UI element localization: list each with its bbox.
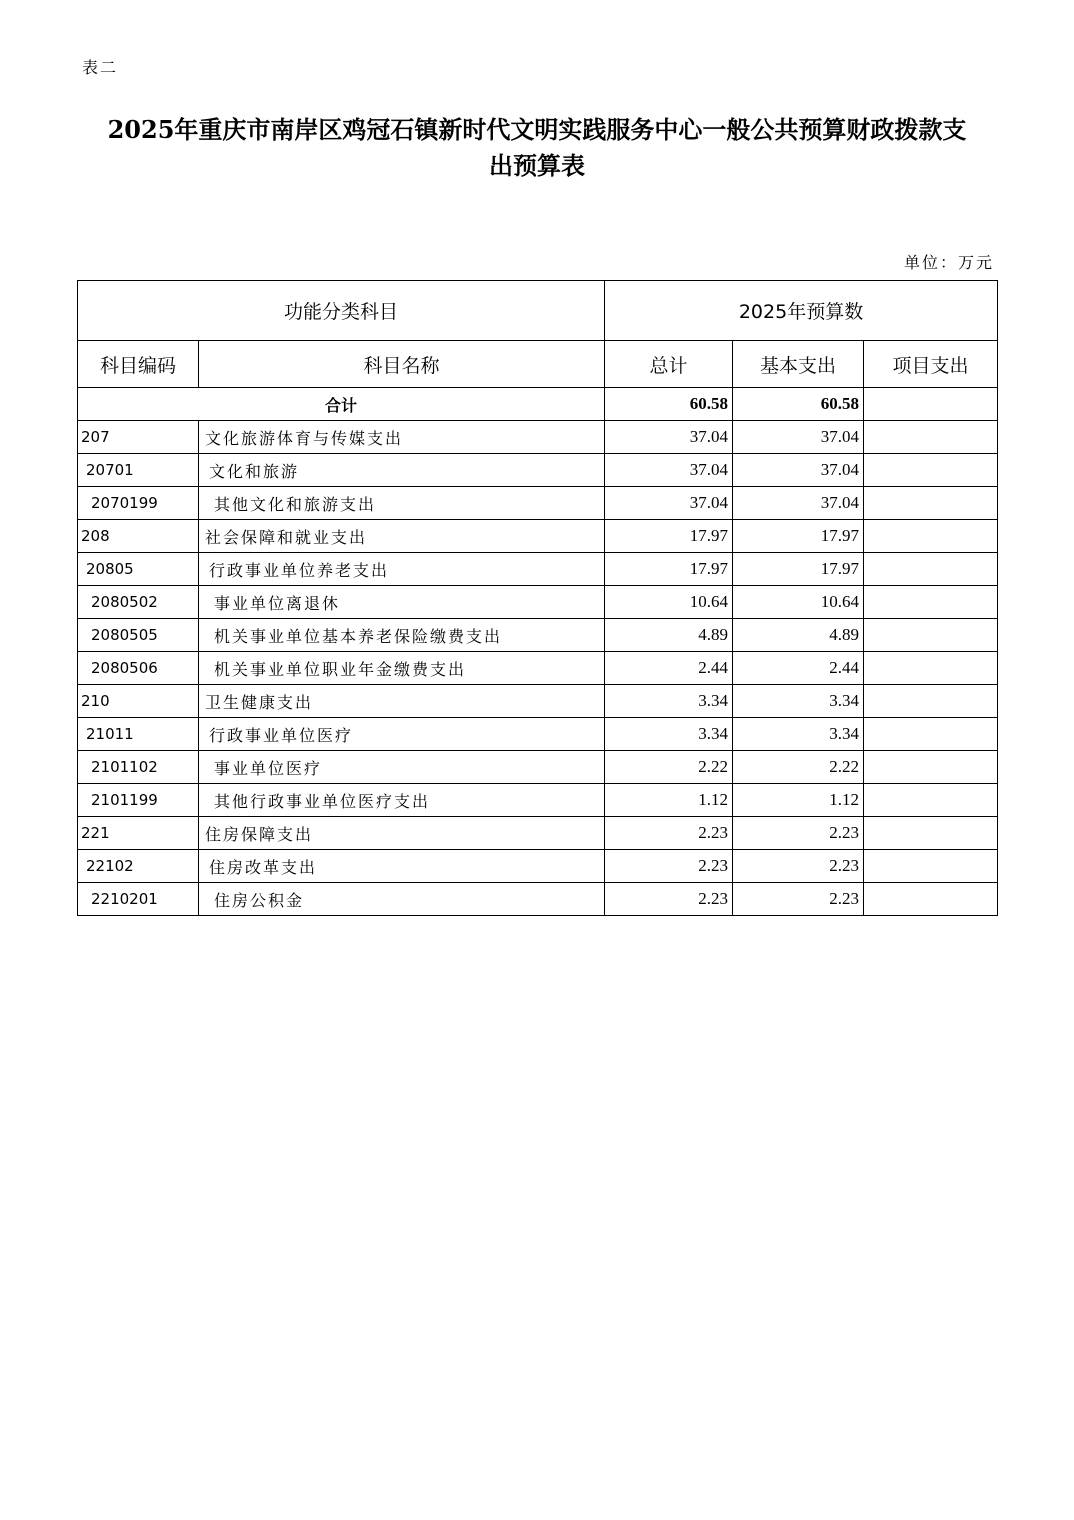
subject-code: 2080502	[78, 586, 199, 619]
subject-code: 2080505	[78, 619, 199, 652]
basic-value: 2.23	[733, 817, 864, 850]
subject-name: 行政事业单位医疗	[199, 718, 605, 751]
title-line-2: 出预算表	[489, 151, 585, 180]
subject-code: 2080506	[78, 652, 199, 685]
basic-value: 37.04	[733, 421, 864, 454]
basic-value: 2.44	[733, 652, 864, 685]
subject-code: 2070199	[78, 487, 199, 520]
table-row	[78, 421, 998, 454]
project-value	[864, 685, 998, 718]
table-row	[78, 850, 998, 883]
table-row	[78, 685, 998, 718]
basic-value: 2.22	[733, 751, 864, 784]
subject-code: 208	[78, 520, 199, 553]
table-row	[78, 718, 998, 751]
header-project-expenditure: 项目支出	[864, 341, 998, 388]
total-value: 4.89	[605, 619, 733, 652]
unit-label: 单位：万元	[903, 253, 994, 272]
title-line-1: 2025年重庆市南岸区鸡冠石镇新时代文明实践服务中心一般公共预算财政拨款支	[107, 115, 967, 144]
project-value	[864, 421, 998, 454]
table-row	[78, 619, 998, 652]
basic-value: 1.12	[733, 784, 864, 817]
subject-name: 行政事业单位养老支出	[199, 553, 605, 586]
project-value	[864, 487, 998, 520]
total-value: 1.12	[605, 784, 733, 817]
total-total: 60.58	[605, 388, 733, 421]
total-row	[78, 388, 998, 421]
project-value	[864, 520, 998, 553]
table-row	[78, 487, 998, 520]
table-row	[78, 454, 998, 487]
project-value	[864, 751, 998, 784]
total-value: 17.97	[605, 520, 733, 553]
basic-value: 37.04	[733, 454, 864, 487]
total-basic: 60.58	[733, 388, 864, 421]
subject-code: 210	[78, 685, 199, 718]
subject-code: 20805	[78, 553, 199, 586]
total-value: 3.34	[605, 685, 733, 718]
subject-name: 其他文化和旅游支出	[199, 487, 605, 520]
subject-name: 文化和旅游	[199, 454, 605, 487]
document-label: 表二	[82, 58, 119, 77]
project-value	[864, 850, 998, 883]
total-value: 37.04	[605, 454, 733, 487]
table-row	[78, 553, 998, 586]
basic-value: 4.89	[733, 619, 864, 652]
subject-name: 卫生健康支出	[199, 685, 605, 718]
subject-name: 机关事业单位职业年金缴费支出	[199, 652, 605, 685]
subject-name: 社会保障和就业支出	[199, 520, 605, 553]
total-value: 3.34	[605, 718, 733, 751]
header-basic-expenditure: 基本支出	[733, 341, 864, 388]
table-row	[78, 784, 998, 817]
header-budget-2025: 2025年预算数	[605, 281, 998, 341]
subject-name: 事业单位医疗	[199, 751, 605, 784]
basic-value: 2.23	[733, 850, 864, 883]
basic-value: 3.34	[733, 685, 864, 718]
subject-code: 21011	[78, 718, 199, 751]
project-value	[864, 817, 998, 850]
subject-name: 机关事业单位基本养老保险缴费支出	[199, 619, 605, 652]
project-value	[864, 586, 998, 619]
subject-name: 住房保障支出	[199, 817, 605, 850]
basic-value: 10.64	[733, 586, 864, 619]
table-row	[78, 883, 998, 916]
project-value	[864, 883, 998, 916]
subject-code: 20701	[78, 454, 199, 487]
subject-name: 住房改革支出	[199, 850, 605, 883]
header-functional-category: 功能分类科目	[78, 281, 605, 341]
table-row	[78, 652, 998, 685]
header-total: 总计	[605, 341, 733, 388]
subject-code: 2210201	[78, 883, 199, 916]
total-value: 2.44	[605, 652, 733, 685]
project-value	[864, 718, 998, 751]
subject-code: 22102	[78, 850, 199, 883]
basic-value: 17.97	[733, 520, 864, 553]
subject-code: 207	[78, 421, 199, 454]
subject-name: 事业单位离退休	[199, 586, 605, 619]
project-value	[864, 553, 998, 586]
subject-name: 文化旅游体育与传媒支出	[199, 421, 605, 454]
total-value: 37.04	[605, 487, 733, 520]
total-value: 2.23	[605, 883, 733, 916]
subject-name: 其他行政事业单位医疗支出	[199, 784, 605, 817]
subject-code: 221	[78, 817, 199, 850]
project-value	[864, 454, 998, 487]
page-title	[80, 112, 994, 184]
subject-name: 住房公积金	[199, 883, 605, 916]
total-value: 2.23	[605, 850, 733, 883]
budget-table	[77, 280, 998, 916]
total-value: 17.97	[605, 553, 733, 586]
table-row	[78, 586, 998, 619]
basic-value: 37.04	[733, 487, 864, 520]
header-subject-name: 科目名称	[199, 341, 605, 388]
total-label: 合计	[78, 388, 605, 421]
total-value: 2.22	[605, 751, 733, 784]
total-value: 37.04	[605, 421, 733, 454]
project-value	[864, 619, 998, 652]
table-row	[78, 751, 998, 784]
total-project	[864, 388, 998, 421]
subject-code: 2101102	[78, 751, 199, 784]
basic-value: 17.97	[733, 553, 864, 586]
table-row	[78, 817, 998, 850]
subject-code: 2101199	[78, 784, 199, 817]
basic-value: 2.23	[733, 883, 864, 916]
table-row	[78, 520, 998, 553]
basic-value: 3.34	[733, 718, 864, 751]
project-value	[864, 784, 998, 817]
header-subject-code: 科目编码	[78, 341, 199, 388]
project-value	[864, 652, 998, 685]
total-value: 2.23	[605, 817, 733, 850]
total-value: 10.64	[605, 586, 733, 619]
